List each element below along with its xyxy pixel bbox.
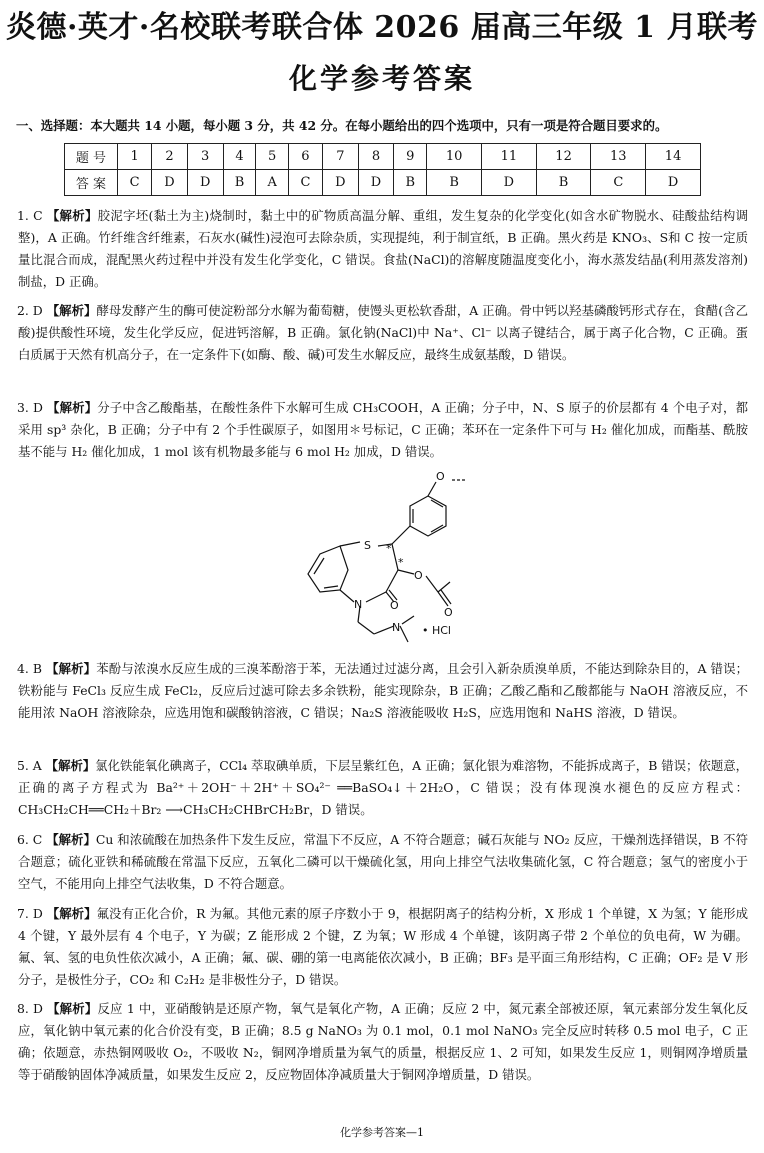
question-number: 2 <box>152 144 188 170</box>
question-number: 4 <box>223 144 256 170</box>
item-text: 胶泥字坯(黏土为主)烧制时，黏土中的矿物质高温分解、重组，发生复杂的化学变化(如含水矿物脱水、硅酸盐结构调整)，A 正确。竹纤维含纤维素，石灰水(碱性)浸泡可去除杂质，实现提纯，利于制宣纸，B 正确。黑火药是 KNO₃、S和 C 按一定质量比混合而成，混配黑火药过程中并没有发生化学变化，C 错误。食盐(NaCl)的溶解度随温度变化小，海水蒸发结晶(利用蒸发溶剂)制盐，D 正确。 <box>18 208 748 289</box>
question-number: 11 <box>482 144 537 170</box>
nitrogen-label-amide: N <box>354 598 363 611</box>
item-text: 反应 1 中，亚硝酸钠是还原产物，氧气是氧化产物，A 正确；反应 2 中，氮元素全部被还原，氧元素部分发生氧化反应，氧化钠中氧元素的化合价没有变，B 正确；8.5 g NaNO₃ 为 0.1 mol，0.1 mol NaNO₃ 完全反应时转移 0.5 mol 电子，C 正确；依题意，赤热铜网吸收 O₂，不吸收 N₂，铜网净增质量为氧气的质量，根据反应 1、2 可知，如果发生反应 1，则铜网净增质量等于硝酸钠固体净减质量，如果发生反应 2，反应物固体净减质量大于铜网净增质量，D 错误。 <box>18 1001 748 1082</box>
answer-table-answer-row <box>65 170 701 196</box>
answer-cell: B <box>427 170 482 196</box>
item-number: 2. D <box>17 303 43 318</box>
explanation-item-3 <box>18 397 748 463</box>
answer-cell: A <box>256 170 288 196</box>
item-text: 分子中含乙酸酯基，在酸性条件下水解可生成 CH₃COOH，A 正确；分子中，N、S 原子的价层都有 4 个电子对，都采用 sp³ 杂化，B 正确；分子中有 2 个手性碳原子，如图用＊号标记，C 正确；苯环在一定条件下可与 H₂ 催化加成，而酯基、酰胺基不能与 H₂ 催化加成，1 mol 该有机物最多能与 6 mol H₂ 加成，D 错误。 <box>18 400 748 459</box>
answer-cell: C <box>288 170 322 196</box>
answer-cell: D <box>187 170 223 196</box>
oxygen-label-acetyl: O <box>444 606 453 619</box>
question-number: 10 <box>427 144 482 170</box>
question-number: 5 <box>256 144 288 170</box>
item-number: 5. A <box>17 758 42 773</box>
answer-cell: D <box>646 170 701 196</box>
analysis-tag: 【解析】 <box>45 758 96 773</box>
item-text: 氟没有正化合价，R 为氟。其他元素的原子序数小于 9，根据阴离子的结构分析，X 形成 1 个单键，X 为氢；Y 能形成 4 个键，Y 最外层有 4 个电子，Y 为碳；Z 能形成 2 个键，Z 为氧；W 形成 4 个单键，该阴离子带 2 个单位的负电荷，W 为硼。氟、氧、氢的电负性依次减小，A 正确；氟、碳、硼的第一电离能依次减小，B 正确；BF₃ 是平面三角形结构，C 正确；OF₂ 是 V 形分子，是极性分子，CO₂ 和 C₂H₂ 是非极性分子，D 错误。 <box>18 906 748 987</box>
analysis-tag: 【解析】 <box>46 906 97 921</box>
question-number: 1 <box>118 144 152 170</box>
explanation-item-8 <box>18 998 748 1086</box>
row-label-number: 题 号 <box>65 144 118 170</box>
question-number: 9 <box>394 144 427 170</box>
answer-cell: D <box>152 170 188 196</box>
item-text: 苯酚与浓溴水反应生成的三溴苯酚溶于苯，无法通过过滤分离，且会引入新杂质溴单质，不能达到除杂目的，A 错误；铁粉能与 FeCl₃ 反应生成 FeCl₂，反应后过滤可除去多余铁粉，能实现除杂，B 正确；乙酸乙酯和乙酸都能与 NaOH 溶液反应，不能用浓 NaOH 溶液除杂，应选用饱和碳酸钠溶液，C 错误；Na₂S 溶液能吸收 H₂S，应选用饱和 NaHS 溶液，D 错误。 <box>18 661 749 720</box>
item-number: 1. C <box>17 208 43 223</box>
question-number: 3 <box>187 144 223 170</box>
item-text: 酵母发酵产生的酶可使淀粉部分水解为葡萄糖，使馒头更松软香甜，A 正确。骨中钙以羟基磷酸钙形式存在，食醋(含乙酸)提供酸性环境，发生化学反应，促进钙溶解，B 正确。氯化钠(NaCl)中 Na⁺、Cl⁻ 以离子键结合，属于离子化合物，C 正确。蛋白质属于天然有机高分子，在一定条件下(如酶、酸、碱)可发生水解反应，最终生成氨基酸，D 错误。 <box>18 303 748 362</box>
answer-cell: B <box>394 170 427 196</box>
question-number: 8 <box>358 144 394 170</box>
question-number: 7 <box>323 144 359 170</box>
answer-key-title: 化学参考答案 <box>288 62 475 95</box>
explanation-item-6 <box>18 829 748 895</box>
answer-cell: B <box>536 170 591 196</box>
exam-title: 炎德·英才·名校联考联合体 2026 届高三年级 1 月联考 <box>5 10 759 45</box>
question-number: 12 <box>536 144 591 170</box>
answer-cell: C <box>591 170 646 196</box>
analysis-tag: 【解析】 <box>46 661 97 676</box>
answer-cell: D <box>358 170 394 196</box>
item-number: 6. C <box>17 832 43 847</box>
page-footer: 化学参考答案—1 <box>340 1126 424 1139</box>
explanation-item-2 <box>18 300 748 366</box>
item-text: 氯化铁能氧化碘离子，CCl₄ 萃取碘单质，下层呈紫红色，A 正确；氯化银为难溶物，不能拆成离子，B 错误；依题意，正确的离子方程式为 Ba²⁺＋2OH⁻＋2H⁺＋SO₄²⁻ ══BaSO₄↓＋2H₂O，C 错误；没有体现溴水褪色的反应方程式：CH₃CH₂CH══CH₂＋Br₂ ⟶CH₃CH₂CHBrCH₂Br，D 错误。 <box>18 758 748 817</box>
question-number: 6 <box>288 144 322 170</box>
chiral-mark-2: * <box>398 556 404 569</box>
nitrogen-label-amine: N <box>392 621 401 634</box>
phenyl-ring-top <box>410 496 446 536</box>
analysis-tag: 【解析】 <box>46 303 97 318</box>
row-label-answer: 答 案 <box>65 170 118 196</box>
answer-table <box>64 143 701 196</box>
sulfur-label: S <box>364 539 371 552</box>
item-text: Cu 和浓硫酸在加热条件下发生反应，常温下不反应，A 不符合题意；碱石灰能与 NO₂ 反应，干燥剂选择错误，B 不符合题意；硫化亚铁和稀硫酸在常温下反应，五氧化二磷可以干燥硫化氢，用向上排空气法收集硫化氢，C 符合题意；氢气的密度小于空气，不能用向上排空气法收集，D 不符合题意。 <box>18 832 748 891</box>
answer-cell: B <box>223 170 256 196</box>
answer-cell: D <box>323 170 359 196</box>
item-number: 7. D <box>17 906 43 921</box>
item-number: 8. D <box>17 1001 43 1016</box>
hcl-label: • HCl <box>422 624 451 637</box>
answer-cell: C <box>118 170 152 196</box>
analysis-tag: 【解析】 <box>46 208 98 223</box>
analysis-tag: 【解析】 <box>47 1001 98 1016</box>
oxygen-label-carbonyl: O <box>390 599 399 612</box>
chiral-mark-1: * <box>386 542 392 555</box>
answer-table-number-row <box>65 144 701 170</box>
item-number: 4. B <box>17 661 43 676</box>
answer-cell: D <box>482 170 537 196</box>
question-number: 13 <box>591 144 646 170</box>
section-heading: 一、选择题：本大题共 14 小题，每小题 3 分，共 42 分。在每小题给出的四个选项中，只有一项是符合题目要求的。 <box>16 118 668 133</box>
question-number: 14 <box>646 144 701 170</box>
molecule-structure-figure <box>290 466 480 656</box>
explanation-item-7 <box>18 903 748 991</box>
explanation-item-4 <box>18 658 748 724</box>
explanation-item-5 <box>18 755 748 821</box>
explanation-item-1 <box>18 205 748 293</box>
analysis-tag: 【解析】 <box>47 400 98 415</box>
item-number: 3. D <box>17 400 43 415</box>
analysis-tag: 【解析】 <box>46 832 96 847</box>
oxygen-label-methoxy: O <box>436 470 445 483</box>
oxygen-label-ester: O <box>414 569 423 582</box>
benzo-ring <box>308 546 348 592</box>
